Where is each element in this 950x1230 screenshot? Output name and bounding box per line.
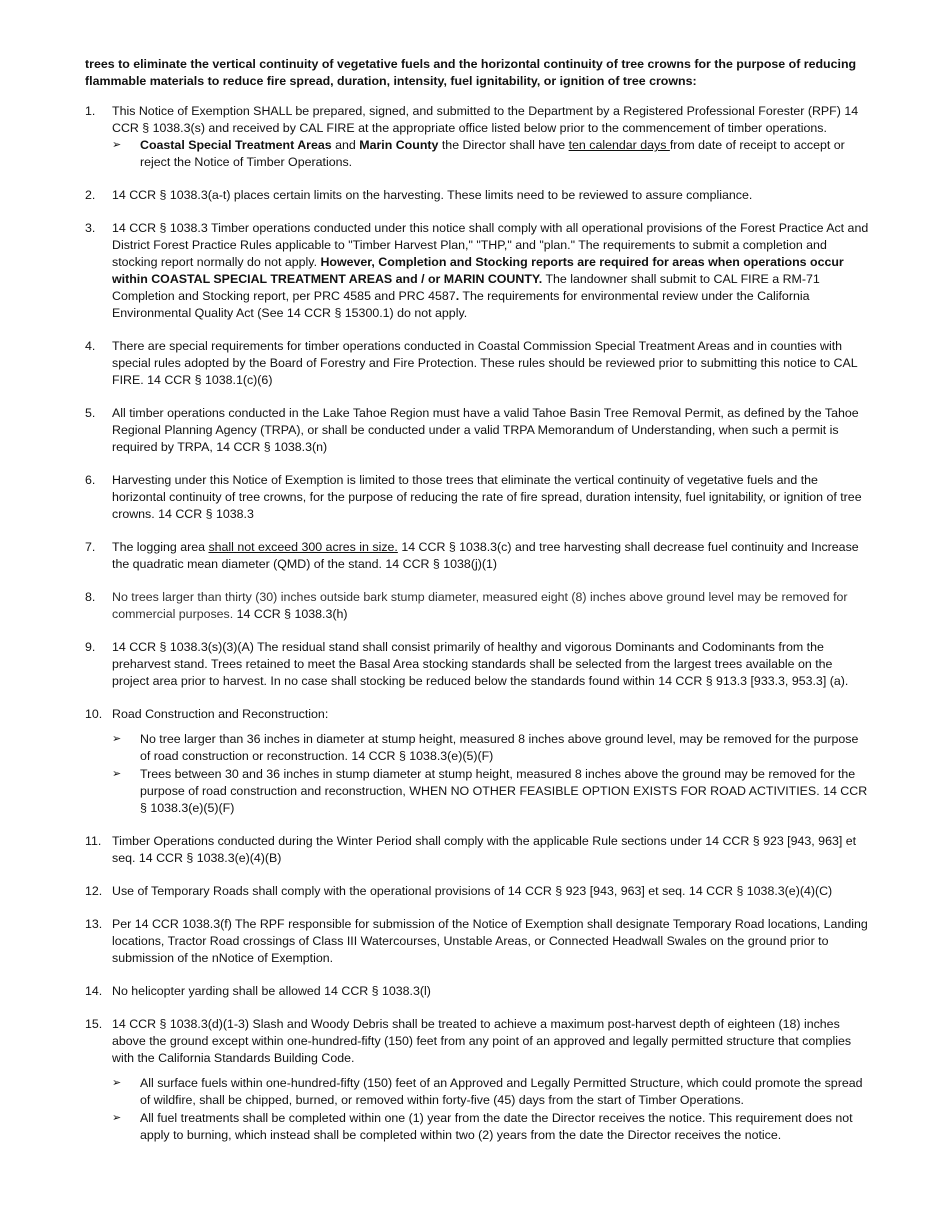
list-item-2 (85, 187, 870, 204)
list-item-11 (85, 833, 870, 867)
sub-item: ➢ Coastal Special Treatment Areas and Marin County the Director shall have ten calendar days from date of receipt to accept or reject the Notice of Timber Operations. (112, 138, 845, 169)
list-item-1 (85, 103, 870, 171)
arrow-bullet-icon: ➢ (112, 1077, 122, 1089)
item-text: The logging area shall not exceed 300 acres in size. 14 CCR § 1038.3(c) and tree harvesting shall decrease fuel continuity and Increase the quadratic mean diameter (QMD) of the stand. 14 CCR § 1038(j)(1) (112, 540, 859, 571)
item-text: 14 CCR § 1038.3(d)(1-3) Slash and Woody Debris shall be treated to achieve a maximum post-harvest depth of eighteen (18) inches above the ground except within one-hundred-fifty (150) feet from any point of an approved and legally permitted structure that complies with the California Standards Building Code. (112, 1017, 852, 1065)
sub-item: ➢ All surface fuels within one-hundred-fifty (150) feet of an Approved and Legally Permitted Structure, which could promote the spread of wildfire, shall be chipped, burned, or removed within forty-five (45) days from the start of Timber Operations. (112, 1076, 863, 1107)
item-number: 14. (85, 984, 103, 998)
item-text: This Notice of Exemption SHALL be prepared, signed, and submitted to the Department by a Registered Professional Forester (RPF) 14 CCR § 1038.3(s) and received by CAL FIRE at the appropriate office listed below prior to the commencement of timber operations. (112, 104, 859, 135)
item-number: 12. (85, 884, 103, 898)
list-item-10 (85, 706, 870, 817)
arrow-bullet-icon: ➢ (112, 1112, 122, 1124)
item-number: 3. (85, 221, 96, 235)
arrow-bullet-icon: ➢ (112, 768, 122, 780)
item-number: 1. (85, 104, 96, 118)
item-number: 10. (85, 707, 103, 721)
item-number: 9. (85, 640, 96, 654)
list-item-5 (85, 405, 870, 456)
list-item-8 (85, 589, 870, 623)
sub-item: ➢ All fuel treatments shall be completed within one (1) year from the date the Director receives the notice. This requirement does not apply to burning, which instead shall be completed within two (2) years from the date the Director receives the notice. (112, 1111, 853, 1142)
list-item-15 (85, 1016, 870, 1144)
marin-county-label: Marin County (359, 138, 439, 152)
item-number: 2. (85, 188, 96, 202)
item-text: 14 CCR § 1038.3(a-t) places certain limits on the harvesting. These limits need to be reviewed to assure compliance. (112, 188, 753, 202)
completion-stocking-notice: However, Completion and Stocking reports are required for areas when operations occur within COASTAL SPECIAL TREATMENT AREAS and / or MARIN COUNTY. (112, 255, 844, 286)
item-text: 14 CCR § 1038.3 Timber operations conducted under this notice shall comply with all operational provisions of the Forest Practice Act and District Forest Practice Rules applicable to "Timber Harvest Plan," "THP," and "plan." The requirements to submit a completion and stocking report normally do not apply. However, Completion and Stocking reports are required for areas when operations occur within COASTAL SPECIAL TREATMENT AREAS and / or MARIN COUNTY. The landowner shall submit to CAL FIRE a RM-71 Completion and Stocking report, per PRC 4585 and PRC 4587. The requirements for environmental review under the California Environmental Quality Act (See 14 CCR § 15300.1) do not apply. (112, 221, 869, 320)
item-text: Use of Temporary Roads shall comply with the operational provisions of 14 CCR § 923 [943, 963] et seq. 14 CCR § 1038.3(e)(4)(C) (112, 884, 833, 898)
coastal-sta-label: Coastal Special Treatment Areas (140, 138, 332, 152)
item-text: No helicopter yarding shall be allowed 14 CCR § 1038.3(l) (112, 984, 431, 998)
item-number: 8. (85, 590, 96, 604)
item-number: 11. (85, 834, 102, 848)
item-number: 6. (85, 473, 96, 487)
item-text: Per 14 CCR 1038.3(f) The RPF responsible for submission of the Notice of Exemption shall designate Temporary Road locations, Landing locations, Tractor Road crossings of Class III Watercourses, Unstable Areas, or Connected Headwall Swales on the ground prior to submission of the nNotice of Exemption. (112, 917, 868, 965)
list-item-3 (85, 220, 870, 322)
item-number: 4. (85, 339, 96, 353)
item-text: All timber operations conducted in the Lake Tahoe Region must have a valid Tahoe Basin Tree Removal Permit, as defined by the Tahoe Regional Planning Agency (TRPA), or shall be conducted under a valid TRPA Memorandum of Understanding, when such a permit is required by TRPA, 14 CCR § 1038.3(n) (112, 406, 859, 454)
document-page (85, 56, 870, 1160)
item-text: Road Construction and Reconstruction: (112, 707, 329, 721)
item-text: 14 CCR § 1038.3(s)(3)(A) The residual stand shall consist primarily of healthy and vigorous Dominants and Codominants from the preharvest stand. Trees retained to meet the Basal Area stocking standards shall be selected from the largest trees available on the project area prior to harvest. In no case shall stocking be reduced below the standards found within 14 CCR § 913.3 [933.3, 953.3] (a). (112, 640, 849, 688)
acreage-limit-underlined: shall not exceed 300 acres in size. (208, 540, 398, 554)
list-item-4 (85, 338, 870, 389)
sub-item: ➢ No tree larger than 36 inches in diameter at stump height, measured 8 inches above ground level, may be removed for the purpose of road construction or reconstruction. 14 CCR § 1038.3(e)(5)(F) (112, 732, 859, 763)
list-item-7 (85, 539, 870, 573)
item-text: Harvesting under this Notice of Exemption is limited to those trees that eliminate the vertical continuity of vegetative fuels and the horizontal continuity of tree crowns, for the purpose of reducing the rate of fire spread, duration intensity, fuel ignitability, or ignition of tree crowns. 14 CCR § 1038.3 (112, 473, 862, 521)
item-text: No trees larger than thirty (30) inches outside bark stump diameter, measured eight (8) inches above ground level may be removed for commercial purposes. 14 CCR § 1038.3(h) (112, 590, 848, 621)
item-number: 7. (85, 540, 96, 554)
item-text: Timber Operations conducted during the Winter Period shall comply with the applicable Rule sections under 14 CCR § 923 [943, 963] et seq. 14 CCR § 1038.3(e)(4)(B) (112, 834, 857, 865)
list-item-6 (85, 472, 870, 523)
sub-item: ➢ Trees between 30 and 36 inches in stump diameter at stump height, measured 8 inches above the ground may be removed for the purpose of road construction and reconstruction, WHEN NO OTHER FEASIBLE OPTION EXISTS FOR ROAD ACTIVITIES. 14 CCR § 1038.3(e)(5)(F) (112, 767, 868, 815)
ten-days-underlined: ten calendar days (568, 138, 670, 152)
list-item-9 (85, 639, 870, 690)
intro-paragraph: trees to eliminate the vertical continuity of vegetative fuels and the horizontal continuity of tree crowns for the purpose of reducing flammable materials to reduce fire spread, duration, intensity, fuel ignitability, or ignition of tree crowns: (85, 57, 857, 88)
item-number: 5. (85, 406, 96, 420)
item-number: 13. (85, 917, 103, 931)
list-item-13 (85, 916, 870, 967)
item-text: There are special requirements for timber operations conducted in Coastal Commission Special Treatment Areas and in counties with special rules adopted by the Board of Forestry and Fire Protection. These rules should be reviewed prior to submitting this notice to CAL FIRE. 14 CCR § 1038.1(c)(6) (112, 339, 858, 387)
arrow-bullet-icon: ➢ (112, 733, 122, 745)
item-number: 15. (85, 1017, 103, 1031)
list-item-12 (85, 883, 870, 900)
list-item-14 (85, 983, 870, 1000)
arrow-bullet-icon: ➢ (112, 139, 122, 151)
